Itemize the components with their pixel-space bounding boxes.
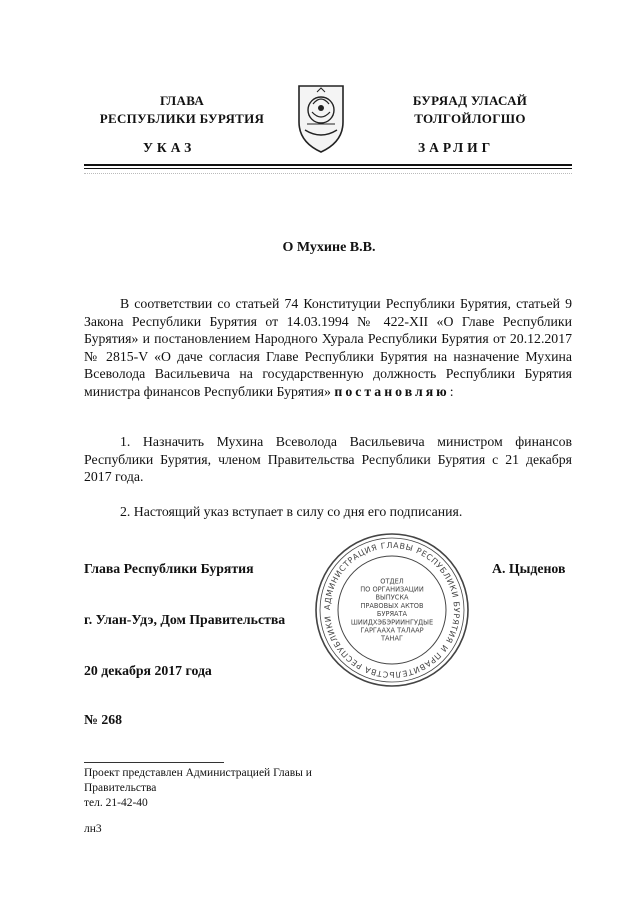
decree-word-right: ЗАРЛИГ xyxy=(418,140,495,155)
header-left-line1: ГЛАВА xyxy=(159,93,205,108)
item-1: 1. Назначить Мухина Всеволода Васильевича министром финансов Республики Бурятия, членом Правительства Республики Бурятия с 21 декабря 2017 года. xyxy=(84,434,572,484)
document-title: О Мухине В.В. xyxy=(282,240,376,255)
svg-text:ТАНАГ: ТАНАГ xyxy=(380,634,404,643)
signature-position: Глава Республики Бурятия xyxy=(84,561,254,576)
decree-word-left: УКАЗ xyxy=(143,140,196,155)
svg-text:БУРЯАТА: БУРЯАТА xyxy=(376,610,408,619)
coat-of-arms-icon xyxy=(293,80,349,156)
svg-text:ШИИДХЭБЭРИИНГУДЫЕ: ШИИДХЭБЭРИИНГУДЫЕ xyxy=(350,618,434,627)
decree-number: № 268 xyxy=(84,712,123,727)
footer-line1: Проект представлен Администрацией Главы и xyxy=(84,767,312,779)
header-right-line1: БУРЯАД УЛАСАЙ xyxy=(412,93,528,108)
svg-text:ОТДЕЛ: ОТДЕЛ xyxy=(380,577,404,586)
decree-verb-colon: : xyxy=(449,383,454,399)
header-left-line2: РЕСПУБЛИКИ БУРЯТИЯ xyxy=(99,111,265,126)
header-right-line2: ТОЛГОЙЛОГШО xyxy=(414,111,526,126)
svg-text:ПРАВОВЫХ АКТОВ: ПРАВОВЫХ АКТОВ xyxy=(360,601,424,610)
footer-rule xyxy=(84,762,224,763)
official-stamp xyxy=(312,530,472,690)
signature-name: А. Цыденов xyxy=(492,561,566,576)
header-rule-thin xyxy=(84,168,572,169)
svg-text:ГАРГААХА ТАЛААР: ГАРГААХА ТАЛААР xyxy=(360,626,424,635)
item-2: 2. Настоящий указ вступает в силу со дня его подписания. xyxy=(120,504,463,519)
svg-text:ВЫПУСКА: ВЫПУСКА xyxy=(375,593,409,602)
footer-phone: тел. 21-42-40 xyxy=(84,797,148,809)
preamble-paragraph xyxy=(84,295,572,400)
signature-place: г. Улан-Удэ, Дом Правительства xyxy=(84,612,286,627)
svg-text:ПО ОРГАНИЗАЦИИ: ПО ОРГАНИЗАЦИИ xyxy=(360,585,424,594)
header-dotted-line xyxy=(84,173,572,174)
header-right-title xyxy=(372,92,568,128)
signature-date: 20 декабря 2017 года xyxy=(84,663,212,678)
footer-code: лн3 xyxy=(84,823,102,835)
decree-verb: постановляю xyxy=(334,383,450,399)
preamble-text: В соответствии со статьей 74 Конституции Республики Бурятия, статьей 9 Закона Республики Бурятия от 14.03.1994 № 422-XII «О Главе Республики Бурятия» и постановлением Народного Хурала Республики Бурятия от 20.12.2017 № 2815-V «О даче согласия Главе Республики Бурятия на назначение Мухина Всеволода Васильевича на государственную должность Республики Бурятия министра финансов Республики Бурятия» xyxy=(84,296,572,399)
svg-text:АДМИНИСТРАЦИЯ ГЛАВЫ РЕСПУБЛИКИ: АДМИНИСТРАЦИЯ ГЛАВЫ РЕСПУБЛИКИ БУРЯТИЯ И ПРАВИТЕЛЬСТВА РЕСПУБЛИКИ xyxy=(322,540,462,680)
footer-line2: Правительства xyxy=(84,782,157,794)
header-left-title xyxy=(84,92,280,128)
header-rule-thick xyxy=(84,164,572,166)
footer-note xyxy=(84,766,312,811)
